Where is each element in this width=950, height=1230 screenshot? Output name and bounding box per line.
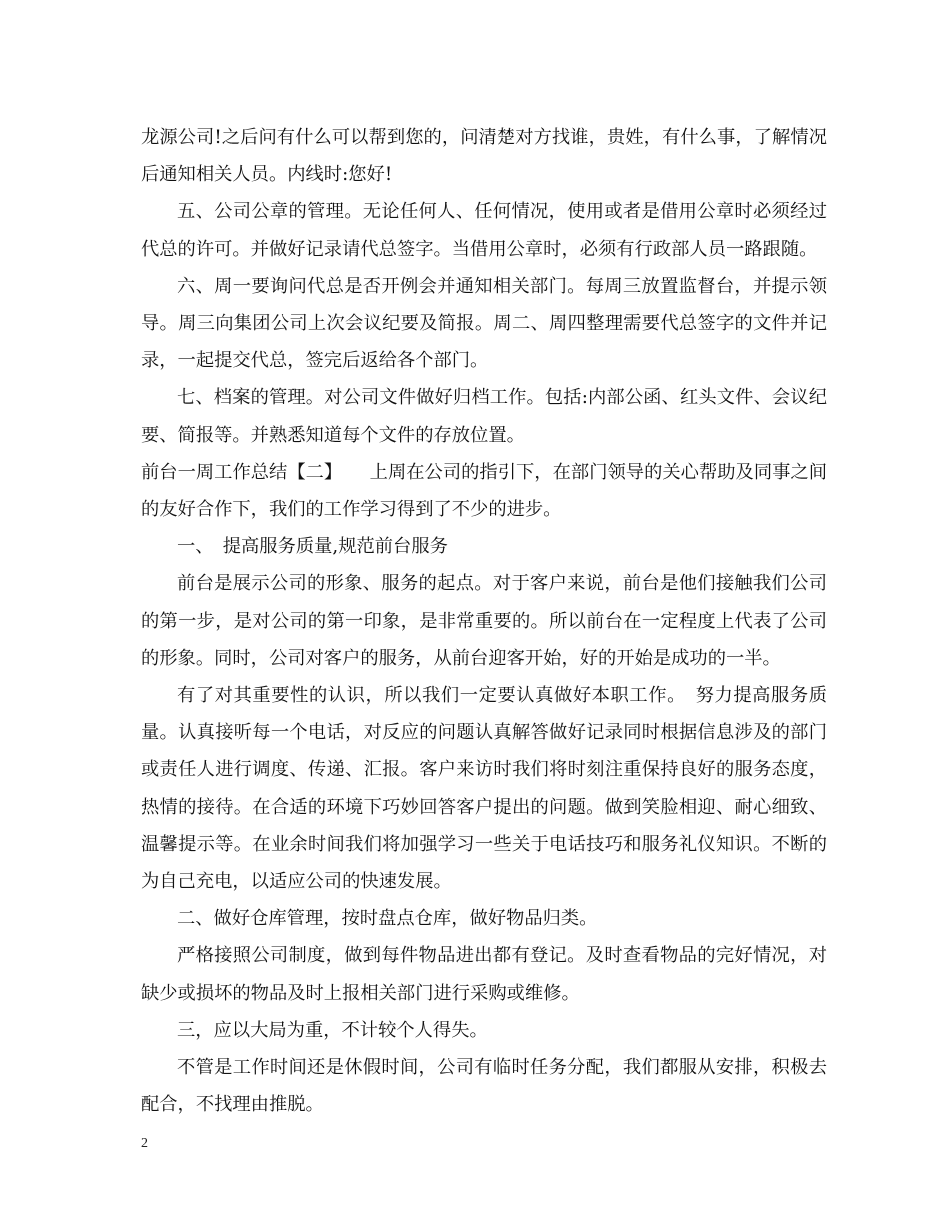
paragraph: 严格接照公司制度，做到每件物品进出都有登记。及时查看物品的完好情况，对缺少或损坏的物品及时上报相关部门进行采购或维修。: [141, 945, 827, 1004]
document-body: [141, 119, 827, 1123]
paragraph: 不管是工作时间还是休假时间，公司有临时任务分配，我们都服从安排，积极去配合，不找理由推脱。: [141, 1057, 827, 1116]
paragraph: 一、 提高服务质量,规范前台服务: [177, 536, 448, 558]
page-number: 2: [141, 1136, 148, 1151]
paragraph: 六、周一要询问代总是否开例会并通知相关部门。每周三放置监督台，并提示领导。周三向集团公司上次会议纪要及简报。周二、周四整理需要代总签字的文件并记录，一起提交代总，签完后返给各个部门。: [141, 275, 827, 372]
paragraph: 三，应以大局为重，不计较个人得失。: [177, 1019, 488, 1041]
paragraph: 二、做好仓库管理，按时盘点仓库，做好物品归类。: [177, 908, 598, 930]
section-heading-paragraph: 前台一周工作总结【二】 上周在公司的指引下，在部门领导的关心帮助及同事之间的友好合作下，我们的工作学习得到了不少的进步。: [141, 461, 827, 521]
paragraph: 有了对其重要性的认识，所以我们一定要认真做好本职工作。 努力提高服务质量。认真接听每一个电话，对反应的问题认真解答做好记录同时根据信息涉及的部门或责任人进行调度、传递、汇报。客户来访时我们将时刻注重保持良好的服务态度，热情的接待。在合适的环境下巧妙回答客户提出的问题。做到笑脸相迎、耐心细致、温馨提示等。在业余时间我们将加强学习一些关于电话技巧和服务礼仪知识。不断的为自己充电，以适应公司的快速发展。: [141, 685, 827, 893]
paragraph: 五、公司公章的管理。无论任何人、任何情况，使用或者是借用公章时必须经过代总的许可。并做好记录请代总签字。当借用公章时，必须有行政部人员一路跟随。: [141, 201, 827, 260]
paragraph: 七、档案的管理。对公司文件做好归档工作。包括:内部公函、红头文件、会议纪要、简报等。并熟悉知道每个文件的存放位置。: [141, 387, 827, 446]
paragraph: 前台是展示公司的形象、服务的起点。对于客户来说，前台是他们接触我们公司的第一步，是对公司的第一印象，是非常重要的。所以前台在一定程度上代表了公司的形象。同时，公司对客户的服务，从前台迎客开始，好的开始是成功的一半。: [141, 573, 827, 669]
paragraph: 龙源公司!之后问有什么可以帮到您的，问清楚对方找谁，贵姓，有什么事，了解情况后通知相关人员。内线时:您好!: [141, 127, 827, 186]
